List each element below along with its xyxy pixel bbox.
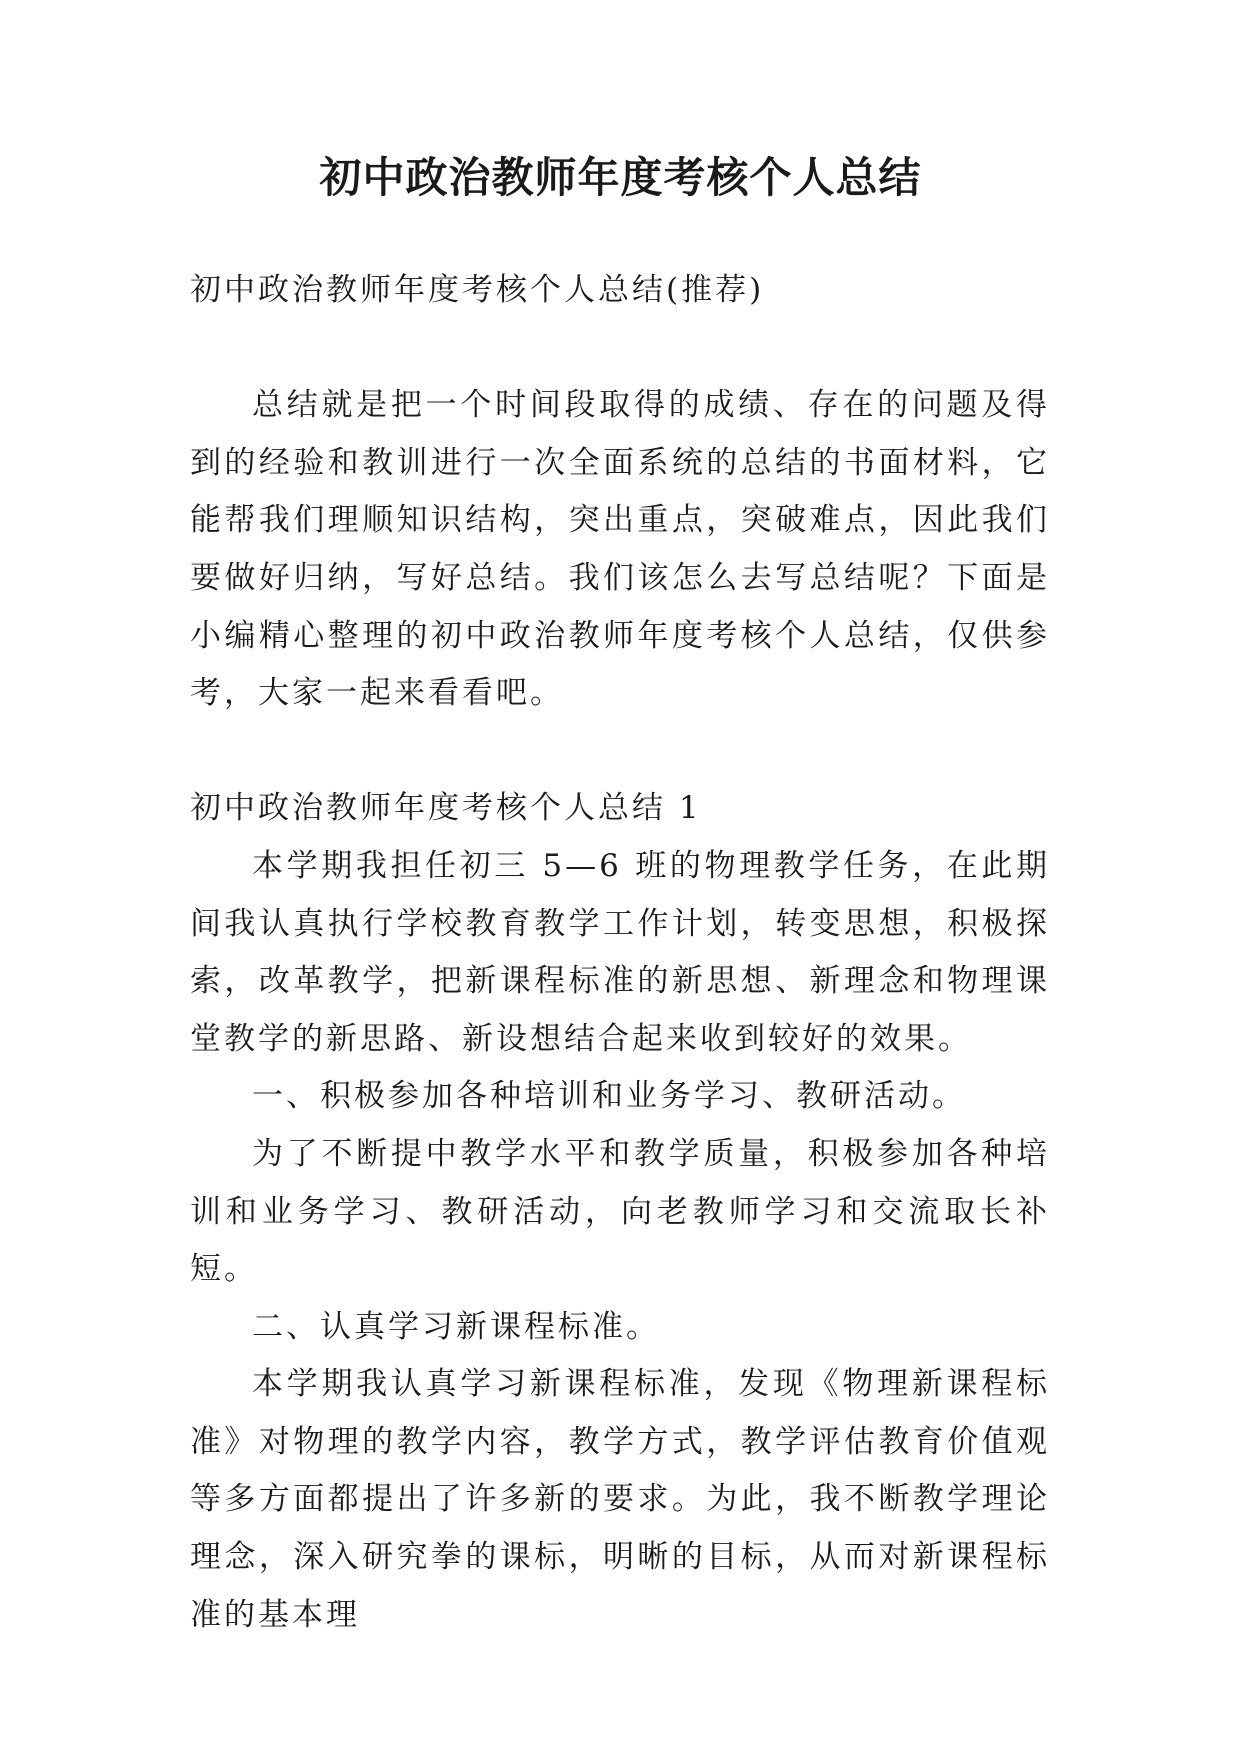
- intro-paragraph: 总结就是把一个时间段取得的成绩、存在的问题及得到的经验和教训进行一次全面系统的总结的书面材料，它能帮我们理顺知识结构，突出重点，突破难点，因此我们要做好归纳，写好总结。我们该怎么去写总结呢？下面是小编精心整理的初中政治教师年度考核个人总结，仅供参考，大家一起来看看吧。: [190, 387, 1050, 712]
- document-body: [190, 262, 1050, 1644]
- body-heading-one: 一、积极参加各种培训和业务学习、教研活动。: [252, 1078, 966, 1115]
- body-paragraph: 本学期我担任初三 5—6 班的物理教学任务，在此期间我认真执行学校教育教学工作计划，转变思想，积极探索，改革教学，把新课程标准的新思想、新理念和物理课堂教学的新思路、新设想结合起来收到较好的效果。: [190, 847, 1050, 1057]
- document-subtitle: 初中政治教师年度考核个人总结(推荐): [190, 272, 765, 308]
- section-heading: 初中政治教师年度考核个人总结 1: [190, 790, 702, 827]
- body-paragraph: 为了不断提中教学水平和教学质量，积极参加各种培训和业务学习、教研活动，向老教师学习和交流取长补短。: [190, 1135, 1050, 1288]
- body-paragraph: 本学期我认真学习新课程标准，发现《物理新课程标准》对物理的教学内容，教学方式，教学评估教育价值观等多方面都提出了许多新的要求。为此，我不断教学理论理念，深入研究拳的课标，明晰的目标，从而对新课程标准的基本理: [190, 1366, 1050, 1633]
- document-title: 初中政治教师年度考核个人总结: [319, 153, 922, 202]
- body-heading-two: 二、认真学习新课程标准。: [252, 1308, 660, 1345]
